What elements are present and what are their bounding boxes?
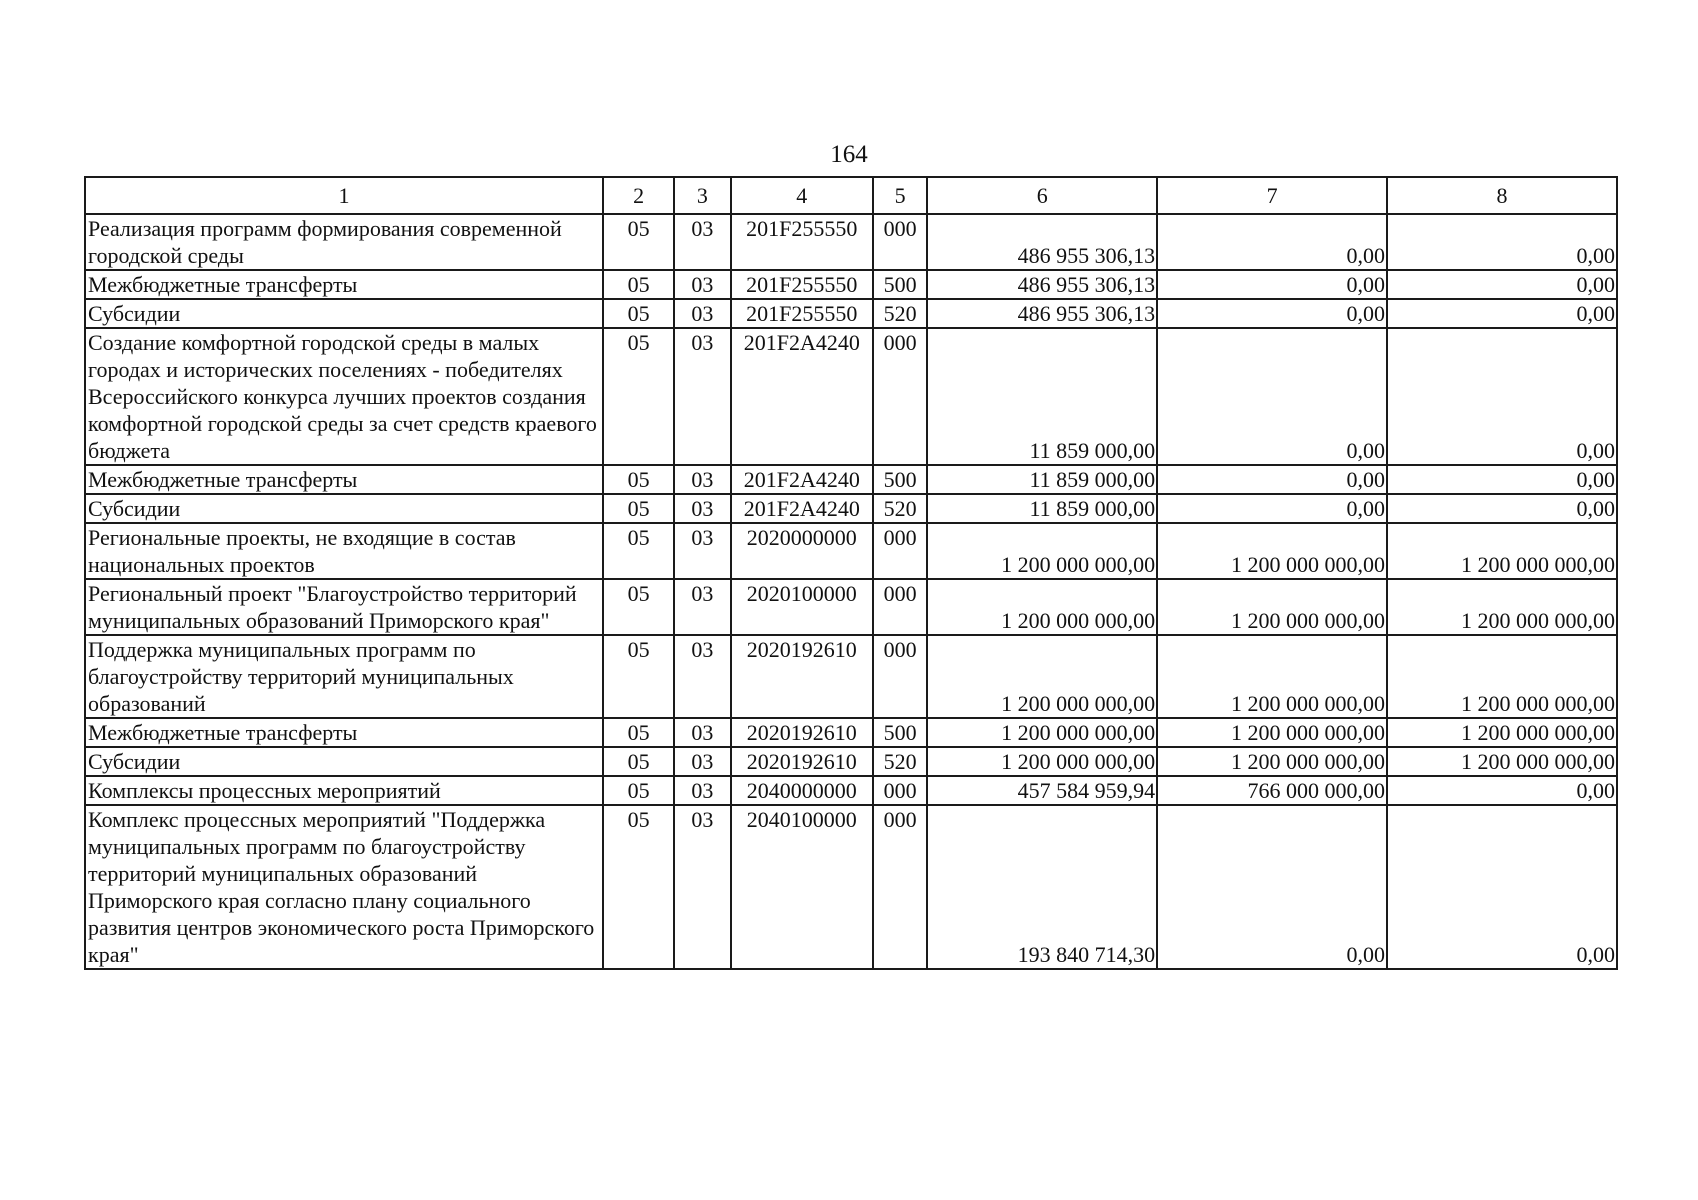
subsection-code-cell: 03 — [674, 579, 730, 635]
amount-col7-cell: 1 200 000 000,00 — [1157, 579, 1387, 635]
table-row — [85, 718, 1617, 747]
amount-col6-cell: 1 200 000 000,00 — [927, 523, 1157, 579]
expense-type-cell: 520 — [873, 747, 927, 776]
column-header: 1 — [85, 177, 603, 214]
expense-type-cell: 000 — [873, 805, 927, 969]
subsection-code-cell: 03 — [674, 465, 730, 494]
amount-col8-cell: 0,00 — [1387, 328, 1617, 465]
table-row — [85, 299, 1617, 328]
amount-col7-cell: 0,00 — [1157, 214, 1387, 270]
section-code-cell: 05 — [603, 328, 674, 465]
table-row — [85, 328, 1617, 465]
amount-col6-cell: 193 840 714,30 — [927, 805, 1157, 969]
subsection-code-cell: 03 — [674, 328, 730, 465]
expense-type-cell: 500 — [873, 465, 927, 494]
table-row — [85, 747, 1617, 776]
expense-type-cell: 000 — [873, 214, 927, 270]
row-name-cell: Межбюджетные трансферты — [85, 718, 603, 747]
target-article-cell: 2040000000 — [731, 776, 874, 805]
row-name-cell: Субсидии — [85, 747, 603, 776]
table-body — [85, 214, 1617, 969]
table-row — [85, 494, 1617, 523]
section-code-cell: 05 — [603, 579, 674, 635]
expense-type-cell: 520 — [873, 299, 927, 328]
page-number: 164 — [830, 141, 868, 168]
row-name-cell: Субсидии — [85, 299, 603, 328]
expense-type-cell: 500 — [873, 718, 927, 747]
amount-col7-cell: 0,00 — [1157, 328, 1387, 465]
target-article-cell: 201F2A4240 — [731, 465, 874, 494]
target-article-cell: 2020192610 — [731, 635, 874, 718]
section-code-cell: 05 — [603, 465, 674, 494]
row-name-cell: Комплекс процессных мероприятий "Поддержка муниципальных программ по благоустройству территорий муниципальных образований Приморского края согласно плану социального развития центров экономического роста Приморского края" — [85, 805, 603, 969]
column-header: 2 — [603, 177, 674, 214]
amount-col6-cell: 1 200 000 000,00 — [927, 747, 1157, 776]
amount-col7-cell: 0,00 — [1157, 299, 1387, 328]
table-row — [85, 523, 1617, 579]
amount-col7-cell: 0,00 — [1157, 805, 1387, 969]
expense-type-cell: 000 — [873, 776, 927, 805]
row-name-cell: Комплексы процессных мероприятий — [85, 776, 603, 805]
amount-col7-cell: 1 200 000 000,00 — [1157, 747, 1387, 776]
section-code-cell: 05 — [603, 523, 674, 579]
amount-col7-cell: 1 200 000 000,00 — [1157, 635, 1387, 718]
section-code-cell: 05 — [603, 270, 674, 299]
amount-col8-cell: 0,00 — [1387, 494, 1617, 523]
table-row — [85, 579, 1617, 635]
target-article-cell: 2020192610 — [731, 747, 874, 776]
subsection-code-cell: 03 — [674, 747, 730, 776]
section-code-cell: 05 — [603, 214, 674, 270]
row-name-cell: Поддержка муниципальных программ по благоустройству территорий муниципальных образований — [85, 635, 603, 718]
section-code-cell: 05 — [603, 494, 674, 523]
amount-col6-cell: 11 859 000,00 — [927, 494, 1157, 523]
column-header: 8 — [1387, 177, 1617, 214]
section-code-cell: 05 — [603, 635, 674, 718]
row-name-cell: Создание комфортной городской среды в малых городах и исторических поселениях - победителях Всероссийского конкурса лучших проектов создания комфортной городской среды за счет средств краевого бюджета — [85, 328, 603, 465]
amount-col6-cell: 1 200 000 000,00 — [927, 718, 1157, 747]
expense-type-cell: 520 — [873, 494, 927, 523]
target-article-cell: 201F2A4240 — [731, 328, 874, 465]
amount-col6-cell: 457 584 959,94 — [927, 776, 1157, 805]
subsection-code-cell: 03 — [674, 805, 730, 969]
section-code-cell: 05 — [603, 747, 674, 776]
target-article-cell: 201F255550 — [731, 214, 874, 270]
target-article-cell: 2040100000 — [731, 805, 874, 969]
amount-col6-cell: 11 859 000,00 — [927, 465, 1157, 494]
amount-col6-cell: 486 955 306,13 — [927, 214, 1157, 270]
column-header: 5 — [873, 177, 927, 214]
target-article-cell: 201F255550 — [731, 270, 874, 299]
subsection-code-cell: 03 — [674, 214, 730, 270]
table-row — [85, 270, 1617, 299]
amount-col8-cell: 1 200 000 000,00 — [1387, 579, 1617, 635]
amount-col8-cell: 0,00 — [1387, 776, 1617, 805]
amount-col7-cell: 766 000 000,00 — [1157, 776, 1387, 805]
subsection-code-cell: 03 — [674, 718, 730, 747]
amount-col8-cell: 1 200 000 000,00 — [1387, 523, 1617, 579]
expense-type-cell: 000 — [873, 523, 927, 579]
amount-col8-cell: 0,00 — [1387, 465, 1617, 494]
amount-col8-cell: 0,00 — [1387, 270, 1617, 299]
table-row — [85, 805, 1617, 969]
table-row — [85, 635, 1617, 718]
subsection-code-cell: 03 — [674, 523, 730, 579]
amount-col8-cell: 1 200 000 000,00 — [1387, 718, 1617, 747]
amount-col6-cell: 486 955 306,13 — [927, 270, 1157, 299]
column-header: 3 — [674, 177, 730, 214]
row-name-cell: Межбюджетные трансферты — [85, 465, 603, 494]
table-row — [85, 214, 1617, 270]
row-name-cell: Реализация программ формирования современной городской среды — [85, 214, 603, 270]
section-code-cell: 05 — [603, 299, 674, 328]
subsection-code-cell: 03 — [674, 494, 730, 523]
amount-col8-cell: 0,00 — [1387, 214, 1617, 270]
subsection-code-cell: 03 — [674, 299, 730, 328]
column-header: 7 — [1157, 177, 1387, 214]
subsection-code-cell: 03 — [674, 776, 730, 805]
target-article-cell: 2020100000 — [731, 579, 874, 635]
table-row — [85, 776, 1617, 805]
amount-col7-cell: 0,00 — [1157, 270, 1387, 299]
subsection-code-cell: 03 — [674, 270, 730, 299]
amount-col8-cell: 1 200 000 000,00 — [1387, 747, 1617, 776]
table-row — [85, 465, 1617, 494]
amount-col6-cell: 1 200 000 000,00 — [927, 635, 1157, 718]
row-name-cell: Межбюджетные трансферты — [85, 270, 603, 299]
amount-col6-cell: 1 200 000 000,00 — [927, 579, 1157, 635]
table-header-row — [85, 177, 1617, 214]
column-header: 6 — [927, 177, 1157, 214]
target-article-cell: 201F2A4240 — [731, 494, 874, 523]
amount-col6-cell: 486 955 306,13 — [927, 299, 1157, 328]
target-article-cell: 2020192610 — [731, 718, 874, 747]
amount-col7-cell: 0,00 — [1157, 465, 1387, 494]
amount-col7-cell: 0,00 — [1157, 494, 1387, 523]
amount-col8-cell: 0,00 — [1387, 299, 1617, 328]
expense-type-cell: 500 — [873, 270, 927, 299]
section-code-cell: 05 — [603, 805, 674, 969]
target-article-cell: 2020000000 — [731, 523, 874, 579]
row-name-cell: Региональный проект "Благоустройство территорий муниципальных образований Приморского края" — [85, 579, 603, 635]
expense-type-cell: 000 — [873, 579, 927, 635]
section-code-cell: 05 — [603, 776, 674, 805]
amount-col8-cell: 0,00 — [1387, 805, 1617, 969]
amount-col6-cell: 11 859 000,00 — [927, 328, 1157, 465]
row-name-cell: Субсидии — [85, 494, 603, 523]
target-article-cell: 201F255550 — [731, 299, 874, 328]
column-header: 4 — [731, 177, 874, 214]
amount-col7-cell: 1 200 000 000,00 — [1157, 718, 1387, 747]
expense-type-cell: 000 — [873, 328, 927, 465]
section-code-cell: 05 — [603, 718, 674, 747]
amount-col8-cell: 1 200 000 000,00 — [1387, 635, 1617, 718]
budget-table — [84, 176, 1618, 970]
subsection-code-cell: 03 — [674, 635, 730, 718]
amount-col7-cell: 1 200 000 000,00 — [1157, 523, 1387, 579]
expense-type-cell: 000 — [873, 635, 927, 718]
row-name-cell: Региональные проекты, не входящие в состав национальных проектов — [85, 523, 603, 579]
